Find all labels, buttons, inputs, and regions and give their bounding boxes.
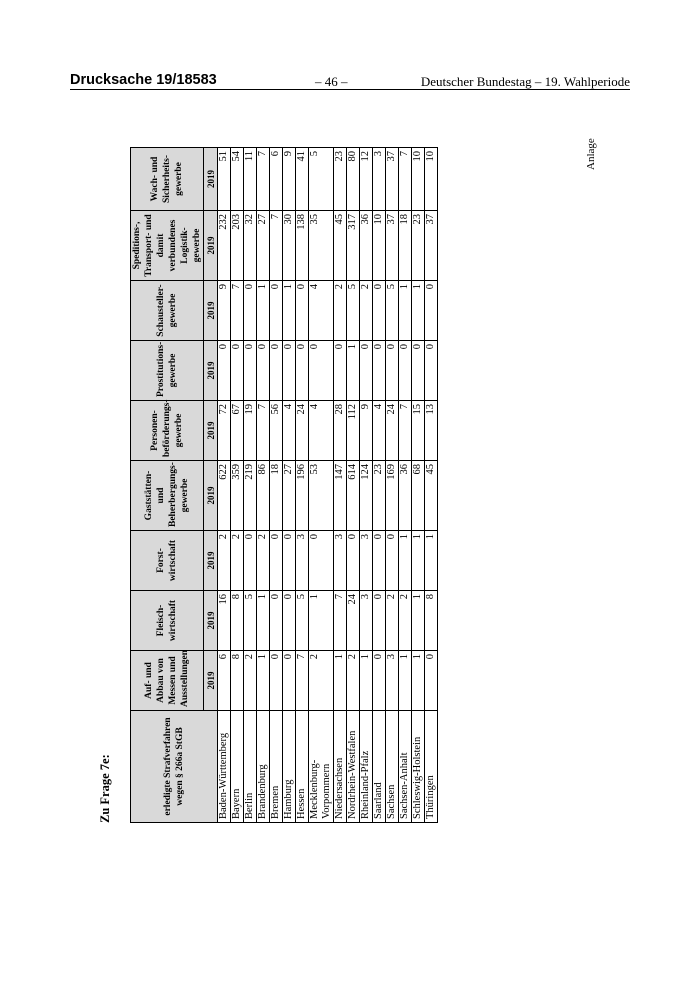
column-header: Speditions-, Transport- und damit verbundenes Logistik-gewerbe — [131, 211, 204, 281]
rotated-table-block — [98, 148, 455, 823]
value-cell: 1 — [309, 591, 334, 651]
table-row — [412, 148, 425, 823]
value-cell: 0 — [360, 341, 373, 401]
header-rule — [70, 89, 630, 90]
value-cell: 2 — [309, 651, 334, 711]
value-cell: 112 — [347, 401, 360, 461]
value-cell: 0 — [412, 341, 425, 401]
value-cell: 0 — [373, 591, 386, 651]
value-cell: 9 — [360, 401, 373, 461]
value-cell: 9 — [218, 281, 231, 341]
state-cell: Brandenburg — [257, 711, 270, 823]
value-cell: 51 — [218, 148, 231, 211]
state-cell: Rheinland-Pfalz — [360, 711, 373, 823]
value-cell: 2 — [399, 591, 412, 651]
value-cell: 45 — [334, 211, 347, 281]
value-cell: 2 — [347, 651, 360, 711]
table-row — [386, 148, 399, 823]
year-header: 2019 — [204, 591, 218, 651]
value-cell: 0 — [425, 281, 438, 341]
value-cell: 86 — [257, 461, 270, 531]
value-cell: 13 — [425, 401, 438, 461]
value-cell: 53 — [309, 461, 334, 531]
value-cell: 80 — [347, 148, 360, 211]
value-cell: 0 — [218, 341, 231, 401]
value-cell: 0 — [334, 341, 347, 401]
document-number-value: 18583 — [176, 72, 217, 88]
value-cell: 72 — [218, 401, 231, 461]
value-cell: 68 — [412, 461, 425, 531]
value-cell: 0 — [270, 591, 283, 651]
page-number: – 46 – — [315, 74, 348, 89]
value-cell: 2 — [386, 591, 399, 651]
value-cell: 317 — [347, 211, 360, 281]
value-cell: 0 — [283, 531, 296, 591]
value-cell: 35 — [309, 211, 334, 281]
column-header: Gaststätten- und Beherbergungs-gewerbe — [131, 461, 204, 531]
value-cell: 2 — [218, 531, 231, 591]
document-number — [70, 72, 217, 88]
year-header: 2019 — [204, 341, 218, 401]
value-cell: 8 — [425, 591, 438, 651]
value-cell: 11 — [244, 148, 257, 211]
value-cell: 23 — [373, 461, 386, 531]
value-cell: 56 — [270, 401, 283, 461]
table-row — [257, 148, 270, 823]
table-row — [347, 148, 360, 823]
value-cell: 7 — [399, 401, 412, 461]
table-row — [309, 148, 334, 823]
column-header-row — [131, 148, 204, 823]
value-cell: 0 — [373, 281, 386, 341]
value-cell: 30 — [283, 211, 296, 281]
value-cell: 0 — [309, 531, 334, 591]
year-header: 2019 — [204, 401, 218, 461]
value-cell: 3 — [334, 531, 347, 591]
value-cell: 37 — [386, 211, 399, 281]
year-header: 2019 — [204, 281, 218, 341]
value-cell: 37 — [386, 148, 399, 211]
state-cell: Sachsen — [386, 711, 399, 823]
table-row — [334, 148, 347, 823]
value-cell: 0 — [231, 341, 244, 401]
value-cell: 28 — [334, 401, 347, 461]
value-cell: 36 — [399, 461, 412, 531]
column-header: Wach- und Sicherheits-gewerbe — [131, 148, 204, 211]
value-cell: 23 — [412, 211, 425, 281]
value-cell: 7 — [296, 651, 309, 711]
value-cell: 5 — [347, 281, 360, 341]
value-cell: 0 — [296, 281, 309, 341]
year-header: 2019 — [204, 651, 218, 711]
value-cell: 7 — [334, 591, 347, 651]
value-cell: 24 — [347, 591, 360, 651]
state-cell: Schleswig-Holstein — [412, 711, 425, 823]
value-cell: 8 — [231, 591, 244, 651]
value-cell: 1 — [347, 341, 360, 401]
column-header: Prostitutions-gewerbe — [131, 341, 204, 401]
value-cell: 27 — [257, 211, 270, 281]
value-cell: 0 — [373, 651, 386, 711]
table-row — [244, 148, 257, 823]
value-cell: 614 — [347, 461, 360, 531]
value-cell: 24 — [296, 401, 309, 461]
table-body — [218, 148, 438, 823]
state-cell: Nordrhein-Westfalen — [347, 711, 360, 823]
value-cell: 5 — [244, 591, 257, 651]
value-cell: 37 — [425, 211, 438, 281]
value-cell: 1 — [334, 651, 347, 711]
value-cell: 32 — [244, 211, 257, 281]
value-cell: 0 — [347, 531, 360, 591]
value-cell: 1 — [412, 531, 425, 591]
value-cell: 45 — [425, 461, 438, 531]
state-cell: Hessen — [296, 711, 309, 823]
value-cell: 18 — [270, 461, 283, 531]
table-row — [270, 148, 283, 823]
value-cell: 0 — [283, 591, 296, 651]
value-cell: 4 — [309, 401, 334, 461]
value-cell: 7 — [231, 281, 244, 341]
value-cell: 27 — [283, 461, 296, 531]
value-cell: 169 — [386, 461, 399, 531]
value-cell: 3 — [360, 591, 373, 651]
value-cell: 2 — [257, 531, 270, 591]
value-cell: 0 — [309, 341, 334, 401]
value-cell: 7 — [399, 148, 412, 211]
value-cell: 1 — [399, 531, 412, 591]
value-cell: 0 — [244, 531, 257, 591]
value-cell: 1 — [283, 281, 296, 341]
value-cell: 67 — [231, 401, 244, 461]
value-cell: 2 — [360, 281, 373, 341]
anlage-label: Anlage — [585, 138, 597, 170]
table-row — [296, 148, 309, 823]
value-cell: 0 — [296, 341, 309, 401]
value-cell: 36 — [360, 211, 373, 281]
value-cell: 2 — [244, 651, 257, 711]
value-cell: 15 — [412, 401, 425, 461]
value-cell: 16 — [218, 591, 231, 651]
value-cell: 19 — [244, 401, 257, 461]
value-cell: 3 — [373, 148, 386, 211]
column-header: Auf- und Abbau von Messen und Ausstellungen — [131, 651, 204, 711]
value-cell: 0 — [373, 341, 386, 401]
table-row — [399, 148, 412, 823]
value-cell: 5 — [296, 591, 309, 651]
value-cell: 1 — [399, 281, 412, 341]
value-cell: 4 — [283, 401, 296, 461]
statistics-table — [130, 147, 438, 823]
value-cell: 7 — [270, 211, 283, 281]
value-cell: 12 — [360, 148, 373, 211]
value-cell: 0 — [425, 651, 438, 711]
column-header: Schausteller-gewerbe — [131, 281, 204, 341]
value-cell: 359 — [231, 461, 244, 531]
value-cell: 3 — [296, 531, 309, 591]
value-cell: 24 — [386, 401, 399, 461]
state-cell: Bayern — [231, 711, 244, 823]
value-cell: 4 — [373, 401, 386, 461]
value-cell: 138 — [296, 211, 309, 281]
state-cell: Thüringen — [425, 711, 438, 823]
value-cell: 2 — [231, 531, 244, 591]
value-cell: 1 — [360, 651, 373, 711]
value-cell: 1 — [257, 281, 270, 341]
year-header: 2019 — [204, 461, 218, 531]
state-cell: Mecklenburg-Vorpommern — [309, 711, 334, 823]
value-cell: 3 — [360, 531, 373, 591]
value-cell: 5 — [309, 148, 334, 211]
year-header: 2019 — [204, 531, 218, 591]
value-cell: 2 — [334, 281, 347, 341]
value-cell: 0 — [386, 531, 399, 591]
value-cell: 219 — [244, 461, 257, 531]
value-cell: 232 — [218, 211, 231, 281]
value-cell: 1 — [412, 281, 425, 341]
year-header: 2019 — [204, 148, 218, 211]
year-header: 2019 — [204, 211, 218, 281]
table-row — [283, 148, 296, 823]
value-cell: 0 — [283, 341, 296, 401]
value-cell: 1 — [412, 591, 425, 651]
value-cell: 0 — [399, 341, 412, 401]
table-row — [360, 148, 373, 823]
state-cell: Hamburg — [283, 711, 296, 823]
value-cell: 1 — [257, 651, 270, 711]
value-cell: 0 — [244, 341, 257, 401]
publisher-label: Deutscher Bundestag – 19. Wahlperiode — [420, 74, 630, 89]
value-cell: 147 — [334, 461, 347, 531]
document-number-prefix: Drucksache 19/ — [70, 72, 177, 88]
value-cell: 203 — [231, 211, 244, 281]
state-cell: Niedersachsen — [334, 711, 347, 823]
value-cell: 622 — [218, 461, 231, 531]
value-cell: 0 — [373, 531, 386, 591]
value-cell: 9 — [283, 148, 296, 211]
table-caption: Zu Frage 7e: — [98, 754, 112, 823]
value-cell: 0 — [425, 341, 438, 401]
value-cell: 0 — [386, 341, 399, 401]
value-cell: 0 — [257, 341, 270, 401]
table-row — [218, 148, 231, 823]
value-cell: 0 — [283, 651, 296, 711]
value-cell: 1 — [425, 531, 438, 591]
value-cell: 4 — [309, 281, 334, 341]
value-cell: 3 — [386, 651, 399, 711]
value-cell: 10 — [412, 148, 425, 211]
value-cell: 8 — [231, 651, 244, 711]
value-cell: 0 — [244, 281, 257, 341]
state-cell: Sachsen-Anhalt — [399, 711, 412, 823]
value-cell: 7 — [257, 148, 270, 211]
value-cell: 0 — [270, 651, 283, 711]
value-cell: 0 — [270, 281, 283, 341]
column-header: Forst-wirtschaft — [131, 531, 204, 591]
table-row — [425, 148, 438, 823]
column-header: Personen-beförderungs-gewerbe — [131, 401, 204, 461]
value-cell: 41 — [296, 148, 309, 211]
value-cell: 1 — [257, 591, 270, 651]
table-row — [373, 148, 386, 823]
state-cell: Bremen — [270, 711, 283, 823]
value-cell: 6 — [270, 148, 283, 211]
value-cell: 1 — [412, 651, 425, 711]
value-cell: 5 — [386, 281, 399, 341]
value-cell: 23 — [334, 148, 347, 211]
first-column-header: erledigte Strafverfahren wegen § 266a StGB — [131, 711, 218, 823]
value-cell: 18 — [399, 211, 412, 281]
state-cell: Berlin — [244, 711, 257, 823]
value-cell: 6 — [218, 651, 231, 711]
value-cell: 1 — [399, 651, 412, 711]
value-cell: 0 — [270, 341, 283, 401]
value-cell: 54 — [231, 148, 244, 211]
value-cell: 196 — [296, 461, 309, 531]
value-cell: 10 — [425, 148, 438, 211]
state-cell: Baden-Württemberg — [218, 711, 231, 823]
value-cell: 124 — [360, 461, 373, 531]
state-cell: Saarland — [373, 711, 386, 823]
value-cell: 7 — [257, 401, 270, 461]
table-row — [231, 148, 244, 823]
column-header: Fleisch-wirtschaft — [131, 591, 204, 651]
value-cell: 0 — [270, 531, 283, 591]
value-cell: 10 — [373, 211, 386, 281]
